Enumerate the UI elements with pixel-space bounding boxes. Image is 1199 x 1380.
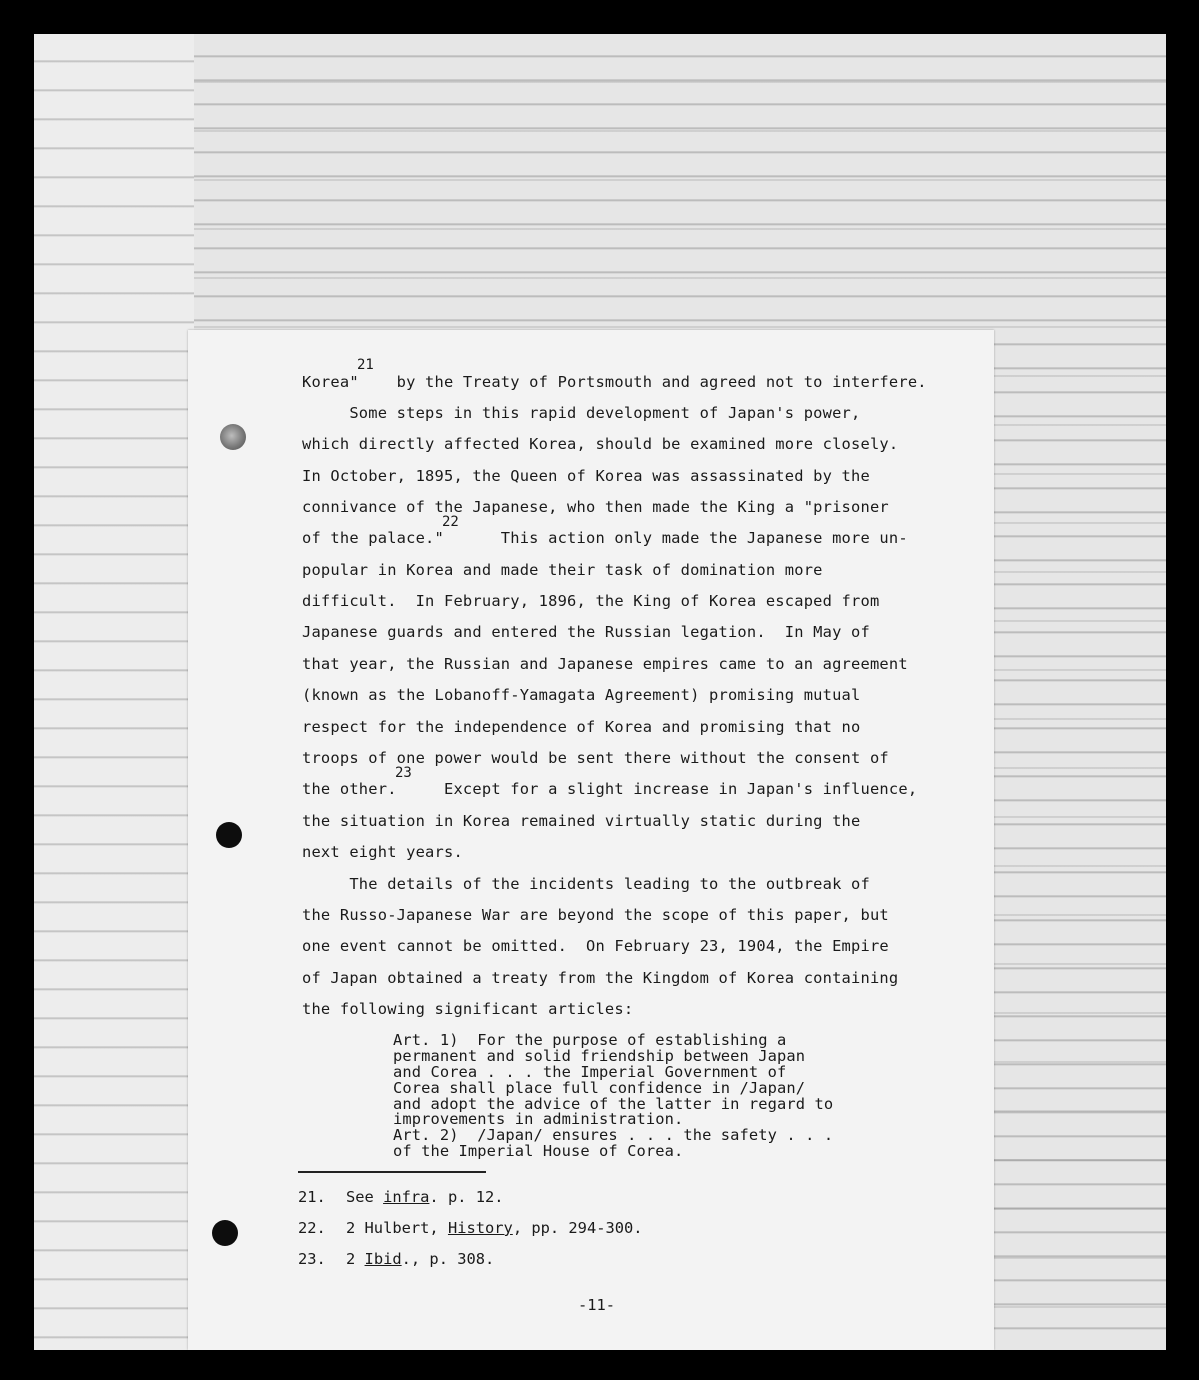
footnote-text: 2 <box>346 1250 365 1268</box>
body-line: the following significant articles: <box>302 1000 634 1018</box>
film-margin-strip <box>34 34 194 1350</box>
footnote-21 <box>298 1188 504 1206</box>
body-line: In October, 1895, the Queen of Korea was assassinated by the <box>302 467 870 485</box>
footnote-text: See <box>346 1188 384 1206</box>
footnote-ref-22: 22 <box>442 514 459 530</box>
footnote-number: 23. <box>298 1250 326 1268</box>
body-line: the other. Except for a slight increase in Japan's influence, <box>302 780 918 798</box>
footnote-number: 22. <box>298 1219 326 1237</box>
page-number: -11- <box>578 1296 616 1314</box>
body-line: Korea" by the Treaty of Portsmouth and agreed not to interfere. <box>302 373 927 391</box>
footnote-text: . p. 12. <box>429 1188 504 1206</box>
footnote-citation: infra <box>383 1188 430 1206</box>
quote-line: of the Imperial House of Corea. <box>393 1142 684 1160</box>
footnote-ref-23: 23 <box>395 765 412 781</box>
quote-line: Art. 2) /Japan/ ensures . . . the safety . . . <box>393 1126 834 1144</box>
footnote-22 <box>298 1219 643 1237</box>
footnote-text: , pp. 294-300. <box>512 1219 643 1237</box>
binder-hole-bottom <box>212 1220 238 1246</box>
body-line: difficult. In February, 1896, the King of Korea escaped from <box>302 592 880 610</box>
body-line: the situation in Korea remained virtually static during the <box>302 812 861 830</box>
quote-line: improvements in administration. <box>393 1110 684 1128</box>
body-line: The details of the incidents leading to the outbreak of <box>302 875 870 893</box>
quote-line: Art. 1) For the purpose of establishing a <box>393 1031 787 1049</box>
body-line: of Japan obtained a treaty from the Kingdom of Korea containing <box>302 969 899 987</box>
body-line: respect for the independence of Korea and promising that no <box>302 718 861 736</box>
footnote-text: 2 Hulbert, <box>346 1219 448 1237</box>
body-line: which directly affected Korea, should be examined more closely. <box>302 435 899 453</box>
body-line: connivance of the Japanese, who then made the King a "prisoner <box>302 498 889 516</box>
quote-line: permanent and solid friendship between Japan <box>393 1047 806 1065</box>
body-line: popular in Korea and made their task of domination more <box>302 561 823 579</box>
body-line: next eight years. <box>302 843 463 861</box>
footnote-23 <box>298 1250 494 1268</box>
footnote-text: ., p. 308. <box>401 1250 495 1268</box>
body-line: of the palace." This action only made the Japanese more un- <box>302 529 908 547</box>
body-line: (known as the Lobanoff-Yamagata Agreement) promising mutual <box>302 686 861 704</box>
quote-line: Corea shall place full confidence in /Japan/ <box>393 1079 806 1097</box>
footnote-citation: Ibid <box>364 1250 402 1268</box>
quote-line: and adopt the advice of the latter in regard to <box>393 1095 834 1113</box>
binder-hole-middle <box>216 822 242 848</box>
footnote-ref-21: 21 <box>357 357 374 373</box>
body-line: one event cannot be omitted. On February 23, 1904, the Empire <box>302 937 889 955</box>
footnote-number: 21. <box>298 1188 326 1206</box>
body-line: troops of one power would be sent there without the consent of <box>302 749 889 767</box>
footnote-citation: History <box>447 1219 513 1237</box>
body-line: the Russo-Japanese War are beyond the scope of this paper, but <box>302 906 889 924</box>
footnote-divider <box>298 1171 486 1173</box>
binder-hole-top <box>220 424 246 450</box>
quote-line: and Corea . . . the Imperial Government of <box>393 1063 787 1081</box>
body-line: Japanese guards and entered the Russian legation. In May of <box>302 623 870 641</box>
body-line: that year, the Russian and Japanese empires came to an agreement <box>302 655 908 673</box>
body-line: Some steps in this rapid development of Japan's power, <box>302 404 861 422</box>
